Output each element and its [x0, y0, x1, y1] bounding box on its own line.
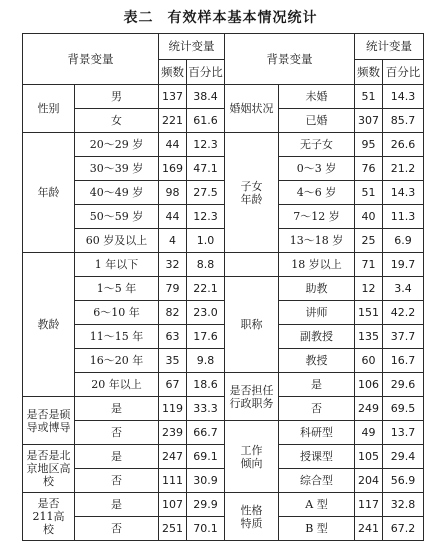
freq-cell: 12 — [355, 277, 383, 301]
table-row — [23, 133, 424, 157]
stats-table — [22, 33, 424, 541]
option-cell: 男 — [75, 85, 159, 109]
freq-cell: 35 — [159, 349, 187, 373]
freq-cell: 63 — [159, 325, 187, 349]
pct-cell: 22.1 — [187, 277, 225, 301]
option-cell: 6～10 年 — [75, 301, 159, 325]
freq-cell: 44 — [159, 205, 187, 229]
table-row — [23, 349, 424, 373]
freq-cell: 76 — [355, 157, 383, 181]
option-cell: 1～5 年 — [75, 277, 159, 301]
option-cell: 13～18 岁 — [279, 229, 355, 253]
option-cell: 已婚 — [279, 109, 355, 133]
option-cell: 科研型 — [279, 421, 355, 445]
header-pct-right: 百分比 — [383, 60, 424, 85]
pct-cell: 27.5 — [187, 181, 225, 205]
pct-cell: 23.0 — [187, 301, 225, 325]
pct-cell: 85.7 — [383, 109, 424, 133]
option-cell: 无子女 — [279, 133, 355, 157]
option-cell: 助教 — [279, 277, 355, 301]
option-cell: 40～49 岁 — [75, 181, 159, 205]
freq-cell: 95 — [355, 133, 383, 157]
freq-cell: 106 — [355, 373, 383, 397]
freq-cell: 44 — [159, 133, 187, 157]
pct-cell: 33.3 — [187, 397, 225, 421]
header-stats-left: 统计变量 — [159, 34, 225, 60]
option-cell: 综合型 — [279, 469, 355, 493]
freq-cell: 137 — [159, 85, 187, 109]
option-cell: 30～39 岁 — [75, 157, 159, 181]
group-label-admin: 是否担任行政职务 — [225, 373, 279, 421]
pct-cell: 56.9 — [383, 469, 424, 493]
option-cell: 副教授 — [279, 325, 355, 349]
freq-cell: 25 — [355, 229, 383, 253]
table-number: 表二 — [123, 10, 154, 26]
header-stats-right: 统计变量 — [355, 34, 424, 60]
table-row — [23, 253, 424, 277]
option-cell: 7～12 岁 — [279, 205, 355, 229]
table-row — [23, 109, 424, 133]
option-cell: 0～3 岁 — [279, 157, 355, 181]
group-label-supervisor: 是否是硕导或博导 — [23, 397, 75, 445]
group-label-gender: 性别 — [23, 85, 75, 133]
freq-cell: 32 — [159, 253, 187, 277]
option-cell: 否 — [75, 469, 159, 493]
freq-cell: 151 — [355, 301, 383, 325]
option-cell: 是 — [75, 493, 159, 517]
group-label-beijing: 是否是北京地区高校 — [23, 445, 75, 493]
table-row — [23, 301, 424, 325]
option-cell: 是 — [75, 445, 159, 469]
pct-cell: 13.7 — [383, 421, 424, 445]
option-cell: B 型 — [279, 517, 355, 541]
freq-cell: 204 — [355, 469, 383, 493]
table-title: 有效样本基本情况统计 — [167, 10, 318, 26]
option-cell: A 型 — [279, 493, 355, 517]
freq-cell: 249 — [355, 397, 383, 421]
table-row — [23, 325, 424, 349]
header-pct-left: 百分比 — [187, 60, 225, 85]
pct-cell: 11.3 — [383, 205, 424, 229]
freq-cell: 221 — [159, 109, 187, 133]
pct-cell: 42.2 — [383, 301, 424, 325]
group-label-work: 工作倾向 — [225, 421, 279, 493]
option-cell: 11～15 年 — [75, 325, 159, 349]
freq-cell: 307 — [355, 109, 383, 133]
pct-cell: 29.9 — [187, 493, 225, 517]
pct-cell: 1.0 — [187, 229, 225, 253]
freq-cell: 82 — [159, 301, 187, 325]
pct-cell: 47.1 — [187, 157, 225, 181]
option-cell: 4～6 岁 — [279, 181, 355, 205]
option-cell: 否 — [279, 397, 355, 421]
pct-cell: 70.1 — [187, 517, 225, 541]
table-row — [23, 277, 424, 301]
header-row-1 — [23, 34, 424, 60]
table-row — [23, 205, 424, 229]
pct-cell: 21.2 — [383, 157, 424, 181]
group-label-marital: 婚姻状况 — [225, 85, 279, 133]
pct-cell: 37.7 — [383, 325, 424, 349]
pct-cell: 67.2 — [383, 517, 424, 541]
freq-cell: 98 — [159, 181, 187, 205]
pct-cell: 9.8 — [187, 349, 225, 373]
pct-cell: 26.6 — [383, 133, 424, 157]
table-caption — [0, 4, 441, 30]
option-cell: 否 — [75, 421, 159, 445]
freq-cell: 71 — [355, 253, 383, 277]
freq-cell: 241 — [355, 517, 383, 541]
option-cell: 60 岁及以上 — [75, 229, 159, 253]
freq-cell: 67 — [159, 373, 187, 397]
header-freq-right: 频数 — [355, 60, 383, 85]
pct-cell: 16.7 — [383, 349, 424, 373]
option-cell: 否 — [75, 517, 159, 541]
option-cell: 是 — [279, 373, 355, 397]
option-cell: 授课型 — [279, 445, 355, 469]
option-cell: 20～29 岁 — [75, 133, 159, 157]
pct-cell: 18.6 — [187, 373, 225, 397]
pct-cell: 32.8 — [383, 493, 424, 517]
group-label-211: 是否211高校 — [23, 493, 75, 541]
freq-cell: 40 — [355, 205, 383, 229]
pct-cell: 66.7 — [187, 421, 225, 445]
table-row — [23, 181, 424, 205]
freq-cell: 105 — [355, 445, 383, 469]
option-cell: 50～59 岁 — [75, 205, 159, 229]
table-row — [23, 373, 424, 397]
pct-cell: 61.6 — [187, 109, 225, 133]
table-row — [23, 445, 424, 469]
group-label-personality: 性格特质 — [225, 493, 279, 541]
pct-cell: 14.3 — [383, 85, 424, 109]
pct-cell: 12.3 — [187, 133, 225, 157]
pct-cell: 6.9 — [383, 229, 424, 253]
group-label-tenure: 教龄 — [23, 253, 75, 397]
freq-cell: 239 — [159, 421, 187, 445]
header-background-var-right: 背景变量 — [225, 34, 355, 85]
option-cell: 讲师 — [279, 301, 355, 325]
pct-cell: 17.6 — [187, 325, 225, 349]
pct-cell: 38.4 — [187, 85, 225, 109]
pct-cell: 30.9 — [187, 469, 225, 493]
freq-cell: 251 — [159, 517, 187, 541]
header-freq-left: 频数 — [159, 60, 187, 85]
option-cell: 1 年以下 — [75, 253, 159, 277]
table-row — [23, 157, 424, 181]
pct-cell: 19.7 — [383, 253, 424, 277]
table-row — [23, 229, 424, 253]
freq-cell: 117 — [355, 493, 383, 517]
group-label-children: 子女年龄 — [225, 133, 279, 253]
freq-cell: 111 — [159, 469, 187, 493]
option-cell: 18 岁以上 — [279, 253, 355, 277]
table-row — [23, 397, 424, 421]
table-row — [23, 517, 424, 541]
pct-cell: 12.3 — [187, 205, 225, 229]
option-cell: 未婚 — [279, 85, 355, 109]
pct-cell: 8.8 — [187, 253, 225, 277]
freq-cell: 51 — [355, 85, 383, 109]
pct-cell: 3.4 — [383, 277, 424, 301]
freq-cell: 51 — [355, 181, 383, 205]
freq-cell: 60 — [355, 349, 383, 373]
group-label-age: 年龄 — [23, 133, 75, 253]
option-cell: 教授 — [279, 349, 355, 373]
freq-cell: 119 — [159, 397, 187, 421]
option-cell: 16～20 年 — [75, 349, 159, 373]
table-row — [23, 421, 424, 445]
option-cell: 是 — [75, 397, 159, 421]
group-label-title: 职称 — [225, 277, 279, 373]
option-cell: 女 — [75, 109, 159, 133]
freq-cell: 79 — [159, 277, 187, 301]
empty-label-cell — [225, 253, 279, 277]
table-row — [23, 85, 424, 109]
freq-cell: 247 — [159, 445, 187, 469]
freq-cell: 49 — [355, 421, 383, 445]
table-row — [23, 469, 424, 493]
pct-cell: 69.1 — [187, 445, 225, 469]
header-background-var-left: 背景变量 — [23, 34, 159, 85]
pct-cell: 29.6 — [383, 373, 424, 397]
freq-cell: 135 — [355, 325, 383, 349]
table-row — [23, 493, 424, 517]
pct-cell: 14.3 — [383, 181, 424, 205]
pct-cell: 69.5 — [383, 397, 424, 421]
freq-cell: 4 — [159, 229, 187, 253]
pct-cell: 29.4 — [383, 445, 424, 469]
option-cell: 20 年以上 — [75, 373, 159, 397]
freq-cell: 169 — [159, 157, 187, 181]
freq-cell: 107 — [159, 493, 187, 517]
